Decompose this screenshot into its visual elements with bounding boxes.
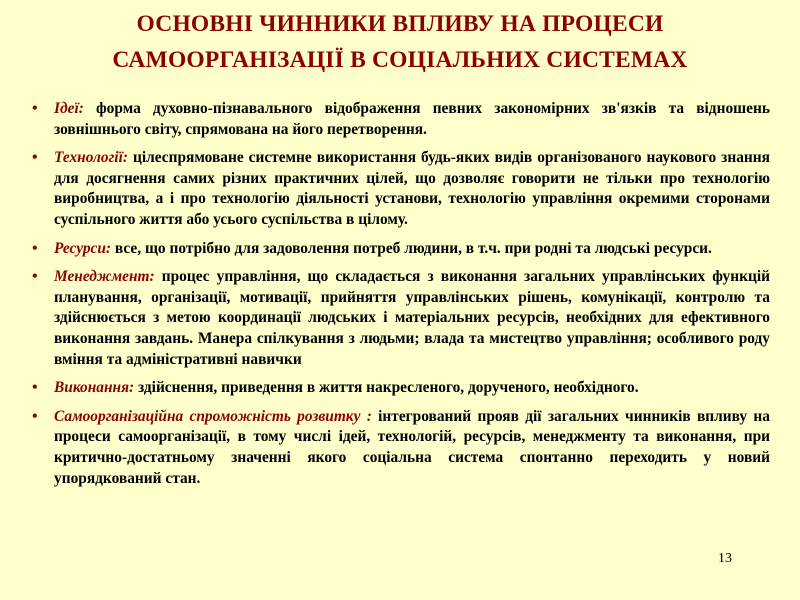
- bullet-icon: •: [32, 100, 38, 117]
- term-label: Ресурси:: [54, 239, 112, 257]
- bullet-list: [32, 99, 770, 497]
- bullet-icon: •: [32, 268, 38, 286]
- definition-text: здійснення, приведення в життя накресленого, дорученого, необхідного.: [134, 379, 639, 397]
- definition-text: процес управління, що складається з виконання загальних управлінських функцій планування, організації, мотивації, прийняття управлінських рішень, комунікації, контролю та здійснюється з метою координації людських і матеріальних ресурсів, необхідних для ефективного виконання завдань. Манера спілкування з людьми; влада та мистецтво управління; особливого роду вміння та адміністративні навички: [54, 268, 770, 368]
- bullet-icon: •: [32, 239, 38, 257]
- bullet-icon: •: [32, 407, 38, 425]
- term-label: Самоорганізаційна спроможність розвитку :: [54, 407, 372, 425]
- bullet-icon: •: [32, 149, 38, 167]
- list-item-self-organization: [32, 407, 770, 489]
- title-line-1: ОСНОВНІ ЧИННИКИ ВПЛИВУ НА ПРОЦЕСИ: [136, 11, 664, 37]
- page-title: [0, 6, 800, 78]
- definition-text: форма духовно-пізнавального відображення певних закономірних зв'язків та відношень зовнішнього світу, спрямована на його перетворення.: [54, 100, 770, 138]
- list-item-execution: [32, 378, 770, 399]
- term-label: Ідеї:: [54, 100, 84, 117]
- list-item-management: [32, 267, 770, 370]
- term-label: Менеджмент:: [54, 268, 155, 286]
- list-item-technologies: [32, 148, 770, 230]
- list-item-resources: [32, 239, 770, 260]
- list-item-ideas: [32, 99, 770, 140]
- term-label: Виконання:: [54, 379, 135, 397]
- bullet-icon: •: [32, 379, 38, 397]
- definition-text: все, що потрібно для задоволення потреб людини, в т.ч. при родні та людські ресурси.: [111, 239, 712, 257]
- definition-text: інтегрований прояв дії загальних чинників впливу на процеси самоорганізації, в тому числі ідей, технологій, ресурсів, менеджменту та виконання, при критично-достатньому значенні якого соціальна система спонтанно переходить у новий упорядкований стан.: [54, 407, 770, 487]
- page-number: 13: [718, 551, 732, 566]
- definition-text: цілеспрямоване системне використання будь-яких видів організованого наукового знання для досягнення самих різних практичних цілей, що дозволяє говорити не тільки про технологію виробництва, а і про технологію діяльності установи, технологію управління окремими сторонами суспільного життя або усього суспільства в цілому.: [54, 149, 770, 228]
- term-label: Технології:: [54, 149, 128, 167]
- title-line-2: САМООРГАНІЗАЦІЇ В СОЦІАЛЬНИХ СИСТЕМАХ: [112, 47, 688, 73]
